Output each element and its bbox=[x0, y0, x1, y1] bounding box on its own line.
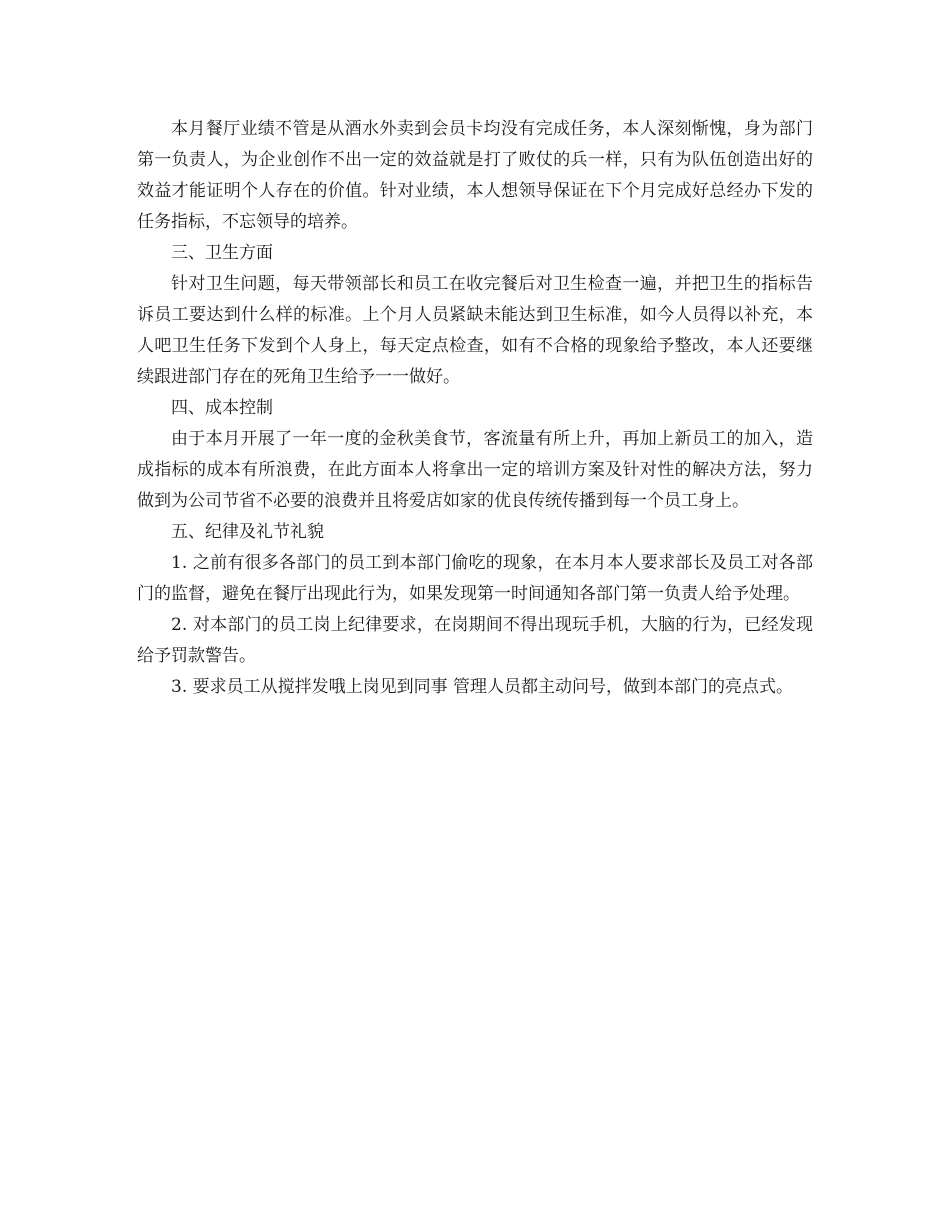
document-body bbox=[137, 114, 813, 703]
paragraph-performance: 本月餐厅业绩不管是从酒水外卖到会员卡均没有完成任务，本人深刻惭愧，身为部门第一负责人，为企业创作不出一定的效益就是打了败仗的兵一样，只有为队伍创造出好的效益才能证明个人存在的价值。针对业绩，本人想领导保证在下个月完成好总经办下发的任务指标，不忘领导的培养。 bbox=[137, 119, 813, 232]
paragraph-hygiene: 针对卫生问题，每天带领部长和员工在收完餐后对卫生检查一遍，并把卫生的指标告诉员工要达到什么样的标准。上个月人员紧缺未能达到卫生标准，如今人员得以补充，本人吧卫生任务下发到个人身上，每天定点检查，如有不合格的现象给予整改，本人还要继续跟进部门存在的死角卫生给予一一做好。 bbox=[137, 274, 813, 387]
paragraph-cost-control: 由于本月开展了一年一度的金秋美食节，客流量有所上升，再加上新员工的加入，造成指标的成本有所浪费，在此方面本人将拿出一定的培训方案及针对性的解决方法，努力做到为公司节省不必要的浪费并且将爱店如家的优良传统传播到每一个员工身上。 bbox=[137, 429, 813, 511]
paragraph-discipline-item-1: 1. 之前有很多各部门的员工到本部门偷吃的现象，在本月本人要求部长及员工对各部门的监督，避免在餐厅出现此行为，如果发现第一时间通知各部门第一负责人给予处理。 bbox=[137, 553, 813, 604]
section-heading-hygiene: 三、卫生方面 bbox=[171, 243, 273, 263]
section-heading-discipline: 五、纪律及礼节礼貌 bbox=[171, 522, 324, 542]
paragraph-discipline-item-2: 2. 对本部门的员工岗上纪律要求，在岗期间不得出现玩手机，大脑的行为，已经发现给予罚款警告。 bbox=[137, 615, 813, 666]
paragraph-discipline-item-3: 3. 要求员工从搅拌发哦上岗见到同事 管理人员都主动问号，做到本部门的亮点式。 bbox=[171, 677, 794, 697]
section-heading-cost-control: 四、成本控制 bbox=[171, 398, 273, 418]
